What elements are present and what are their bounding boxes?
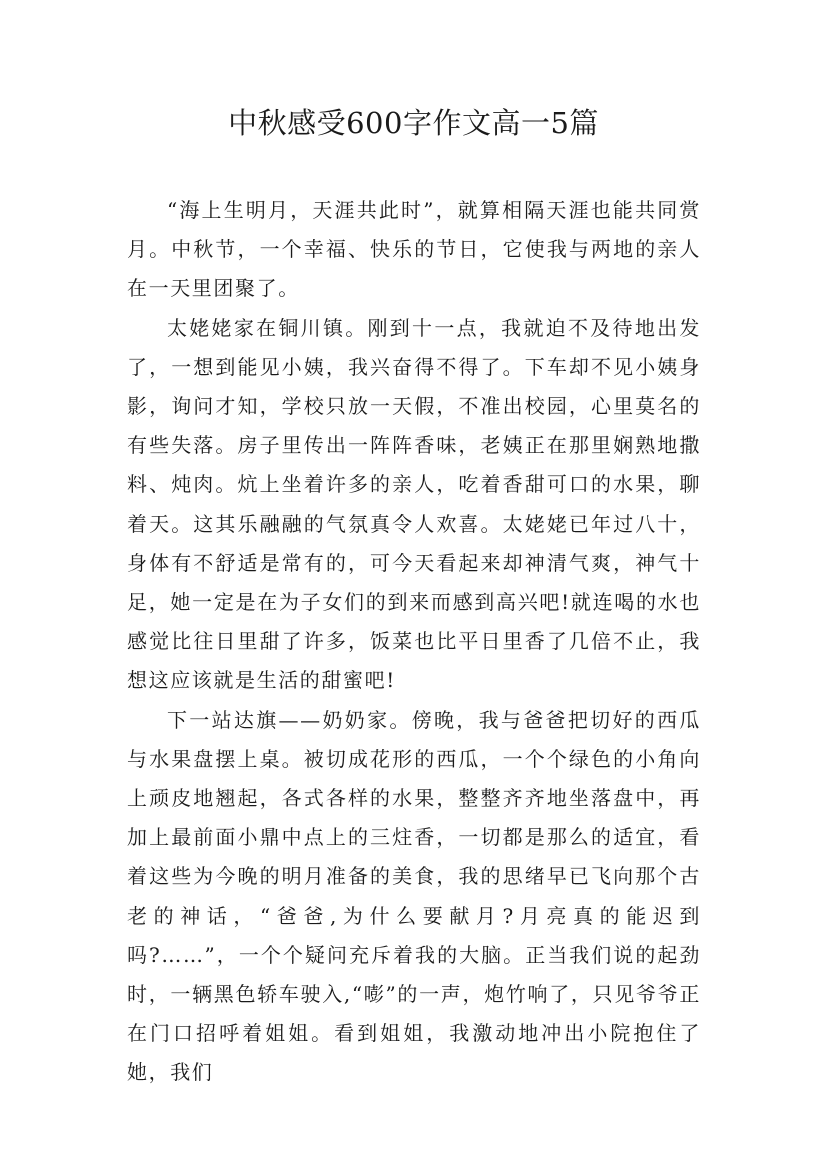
paragraph: “海上生明月，天涯共此时”，就算相隔天涯也能共同赏月。中秋节，一个幸福、快乐的节日，它使我与两地的亲人在一天里团聚了。 <box>127 198 701 301</box>
paragraph: 太姥姥家在铜川镇。刚到十一点，我就迫不及待地出发了，一想到能见小姨，我兴奋得不得了。下车却不见小姨身影，询问才知，学校只放一天假，不准出校园，心里莫名的有些失落。房子里传出一阵阵香味，老姨正在那里娴熟地撒料、炖肉。炕上坐着许多的亲人，吃着香甜可口的水果，聊着天。这其乐融融的气氛真令人欢喜。太姥姥已年过八十，身体有不舒适是常有的，可今天看起来却神清气爽，神气十足，她一定是在为子女们的到来而感到高兴吧!就连喝的水也感觉比往日里甜了许多，饭菜也比平日里香了几倍不止，我想这应该就是生活的甜蜜吧! <box>127 315 701 693</box>
document-title: 中秋感受600字作文高一5篇 <box>228 106 599 140</box>
document-body <box>127 191 701 1093</box>
paragraph: 下一站达旗——奶奶家。傍晚，我与爸爸把切好的西瓜与水果盘摆上桌。被切成花形的西瓜，一个个绿色的小角向上顽皮地翘起，各式各样的水果，整整齐齐地坐落盘中，再加上最前面小鼎中点上的三炷香，一切都是那么的适宜，看着这些为今晚的明月准备的美食，我的思绪早已飞向那个古老的神话，“爸爸,为什么要献月?月亮真的能迟到吗?……”，一个个疑问充斥着我的大脑。正当我们说的起劲时，一辆黑色轿车驶入,“嘭”的一声，炮竹响了，只见爷爷正在门口招呼着姐姐。看到姐姐，我激动地冲出小院抱住了她，我们 <box>127 707 701 1085</box>
